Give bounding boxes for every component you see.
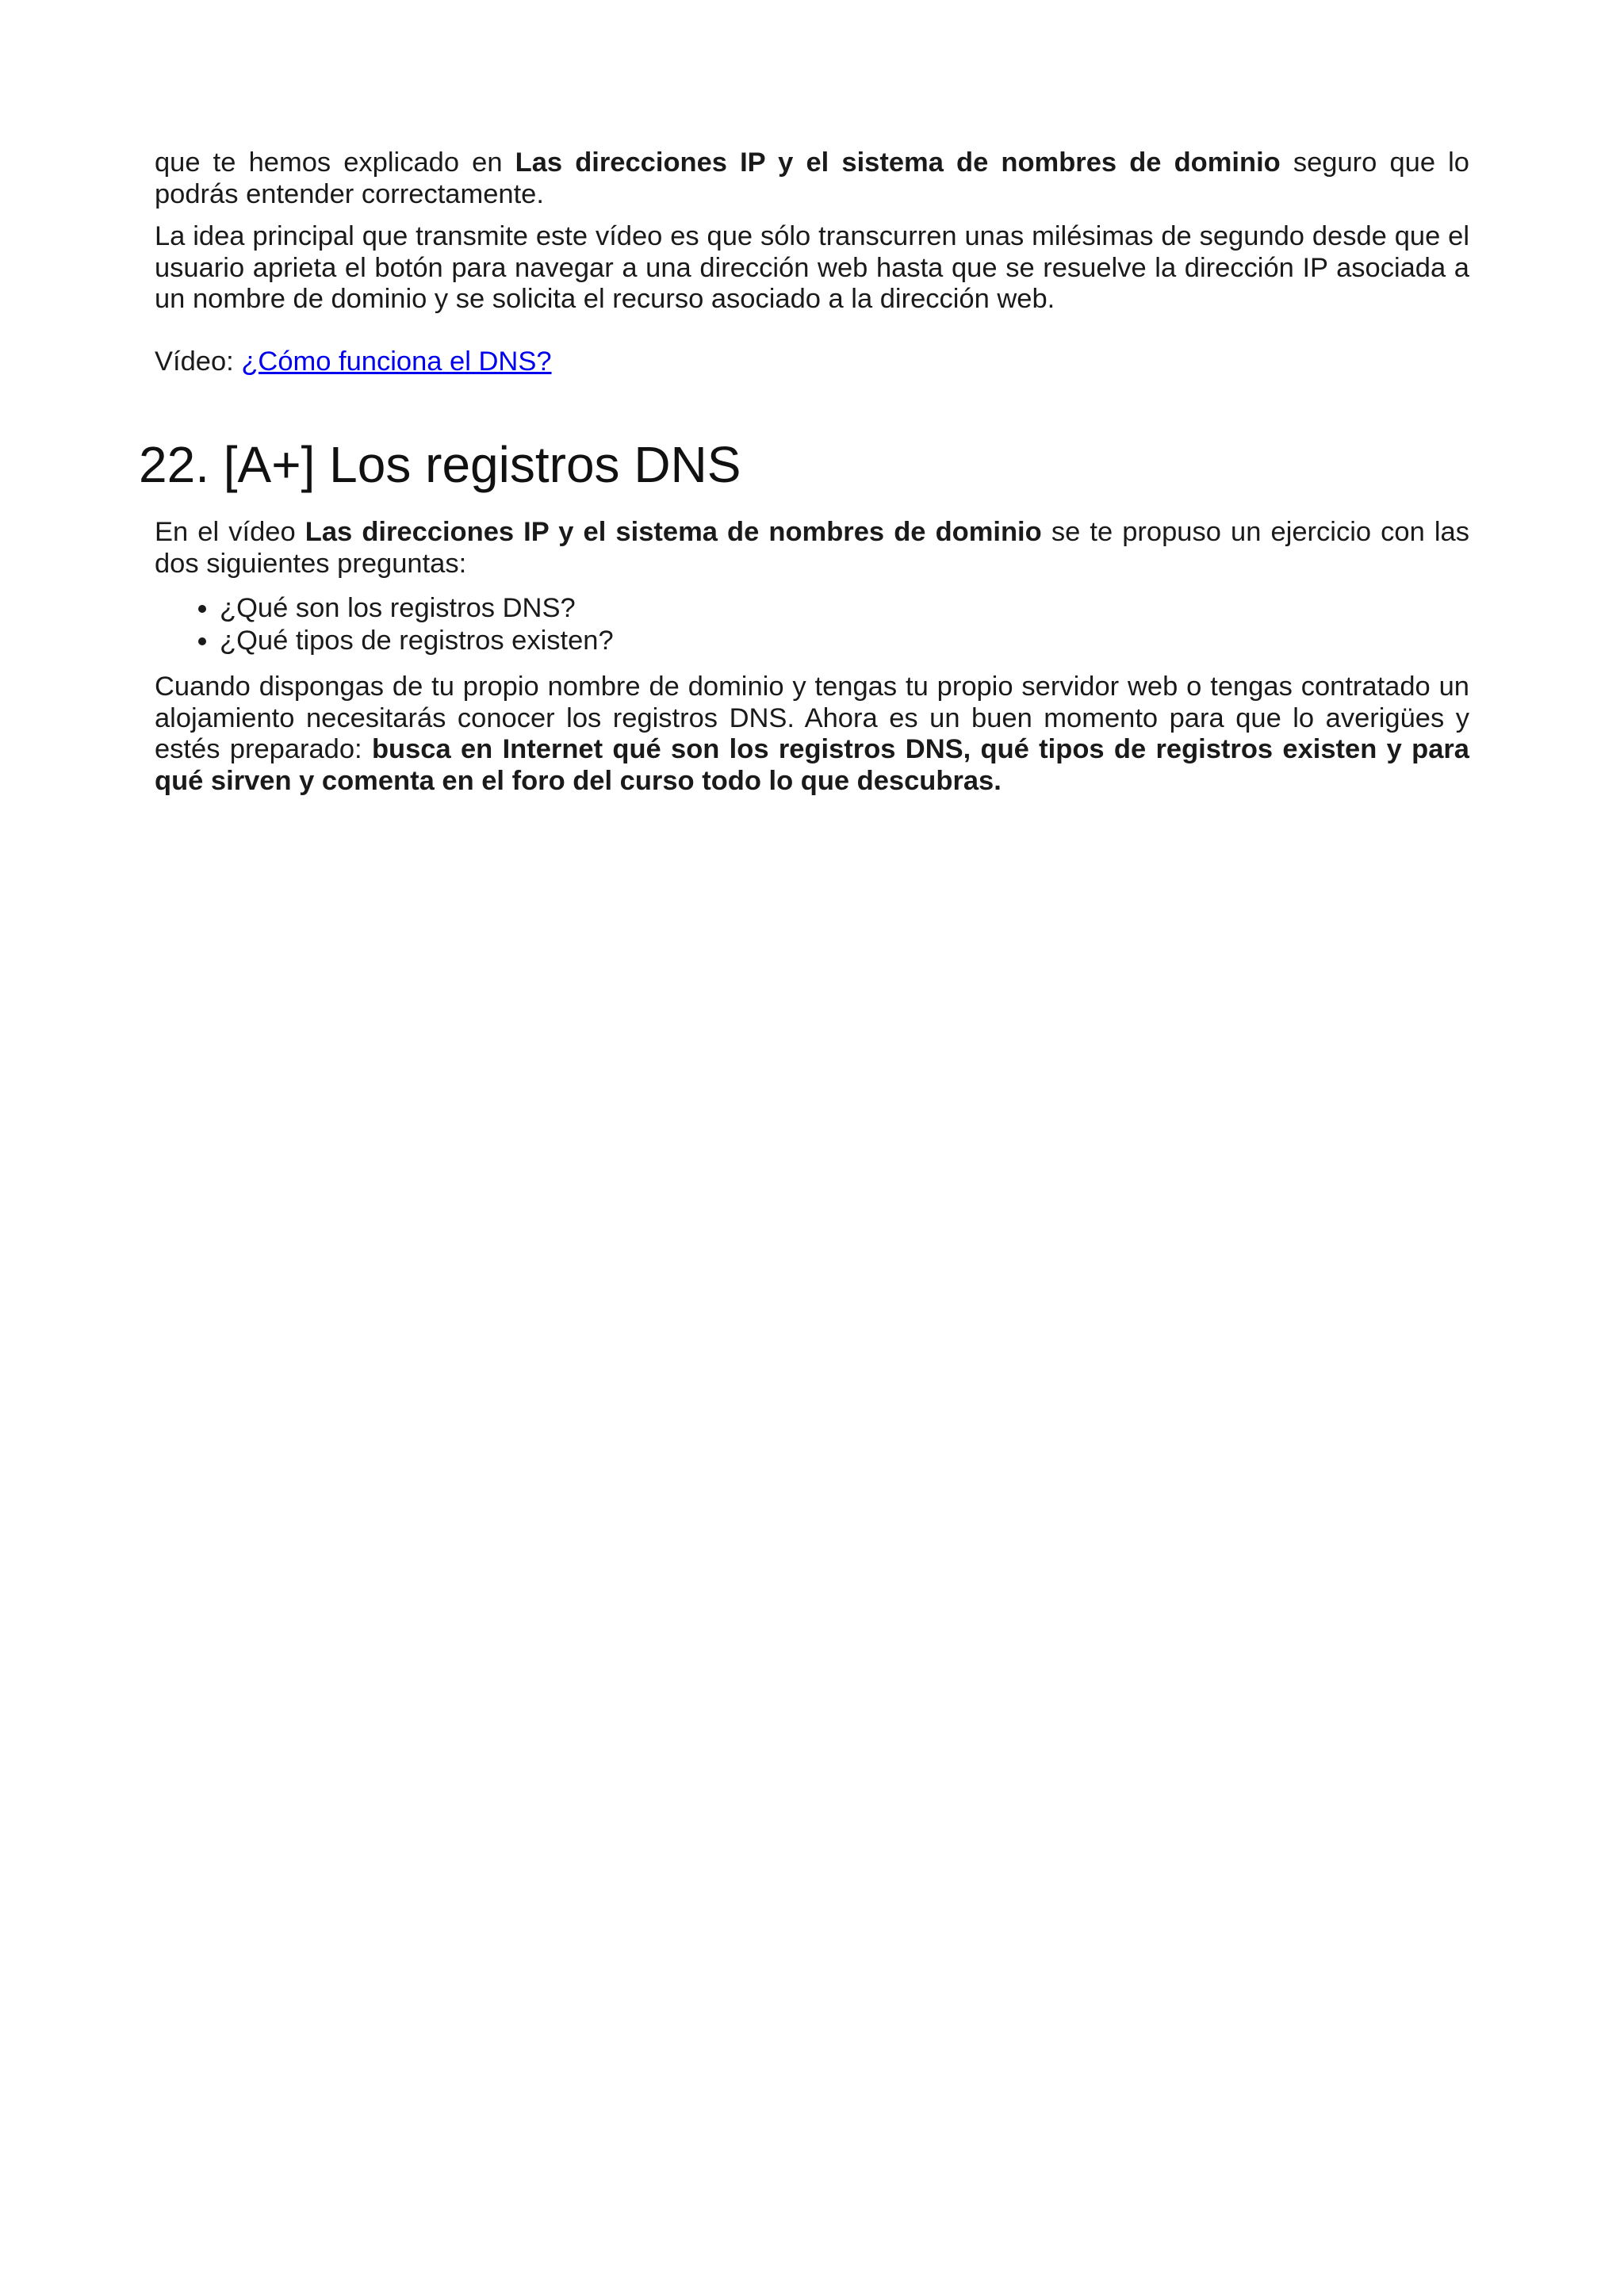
intro-paragraph — [155, 147, 1469, 210]
intro-bold-title: Las direcciones IP y el sistema de nombres de dominio — [515, 147, 1281, 178]
exercise-text-end: se te propuso un ejercicio con las dos siguientes preguntas: — [155, 517, 1469, 579]
exercise-text-start: En el vídeo — [155, 517, 305, 547]
task-paragraph — [155, 672, 1469, 797]
task-bold-instruction: busca en Internet qué son los registros DNS, qué tipos de registros existen y para qué sirven y comenta en el foro del curso todo lo que descubras. — [155, 734, 1469, 796]
video-label: Vídeo: — [155, 346, 242, 377]
section-heading: 22. [A+] Los registros DNS — [139, 436, 741, 493]
exercise-paragraph — [155, 517, 1469, 580]
intro-text-start: que te hemos explicado en — [155, 147, 515, 178]
page-content — [139, 147, 1469, 797]
exercise-bold-title: Las direcciones IP y el sistema de nombres de dominio — [304, 517, 1042, 547]
list-item: • ¿Qué tipos de registros existen? — [220, 625, 1469, 657]
main-idea-paragraph: La idea principal que transmite este vídeo es que sólo transcurren unas milésimas de segundo desde que el usuario aprieta el botón para navegar a una dirección web hasta que se resuelve la dirección IP asociada a un nombre de dominio y se solicita el recurso asociado a la dirección web. — [155, 221, 1469, 314]
video-link[interactable]: ¿Cómo funciona el DNS? — [241, 346, 552, 377]
intro-text-end: seguro que lo podrás entender correctamente. — [155, 147, 1469, 209]
task-text: Cuando dispongas de tu propio nombre de dominio y tengas tu propio servidor web o tengas contratado un alojamiento necesitarás conocer los registros DNS. Ahora es un buen momento para que lo averigües y estés preparado: — [155, 672, 1469, 764]
questions-list — [155, 592, 1469, 657]
video-line — [155, 346, 1469, 378]
list-item: • ¿Qué son los registros DNS? — [220, 592, 1469, 625]
